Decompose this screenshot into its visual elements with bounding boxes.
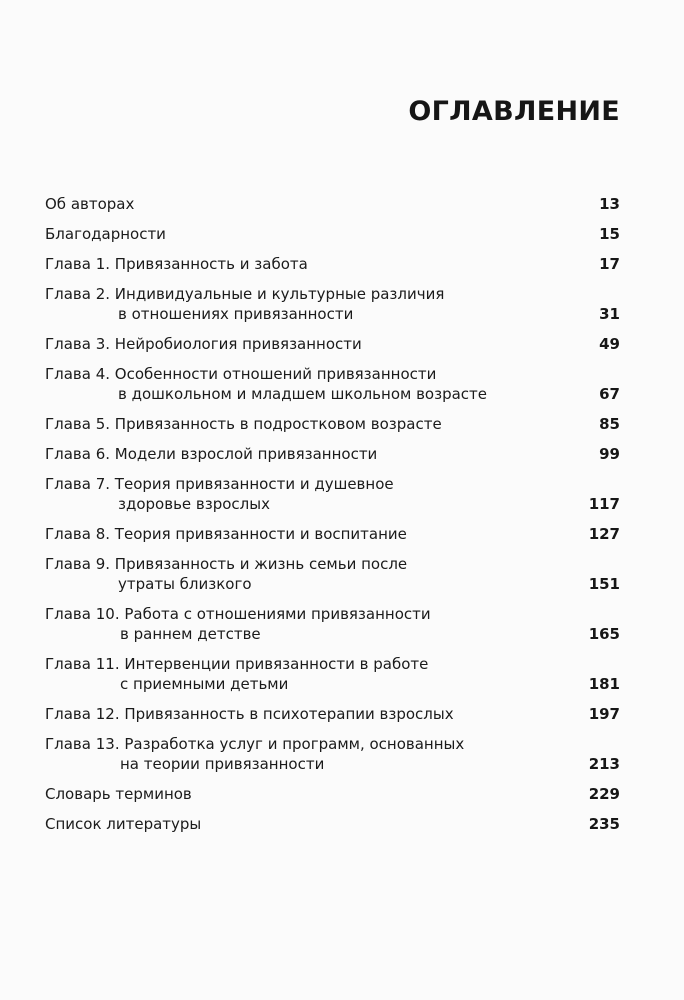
toc-entry-title: Глава 5. Привязанность в подростковом возрасте	[45, 415, 442, 433]
toc-entry-chapter-11	[45, 654, 620, 694]
toc-entry-title: Глава 4. Особенности отношений привязанности	[45, 365, 437, 383]
toc-entry-chapter-9	[45, 554, 620, 594]
toc-page-number: 235	[588, 815, 620, 833]
toc-entry-title: Глава 3. Нейробиология привязанности	[45, 335, 362, 353]
toc-entry-title-continuation: в отношениях привязанности	[118, 305, 354, 323]
toc-entry-title-continuation: утраты близкого	[118, 575, 252, 593]
toc-entry-title: Глава 9. Привязанность и жизнь семьи после	[45, 555, 408, 573]
toc-entry-title: Глава 8. Теория привязанности и воспитание	[45, 525, 407, 543]
toc-entry-title: Глава 13. Разработка услуг и программ, основанных	[45, 735, 465, 753]
toc-entry-title: Глава 11. Интервенции привязанности в работе	[45, 655, 429, 673]
toc-page-number: 151	[588, 575, 620, 593]
toc-page-number: 13	[599, 195, 620, 213]
toc-entry-title: Глава 7. Теория привязанности и душевное	[45, 475, 394, 493]
toc-page-number: 67	[599, 385, 620, 403]
toc-entry-chapter-2	[45, 284, 620, 324]
toc-entry-chapter-7	[45, 474, 620, 514]
toc-entry-title-continuation: в раннем детстве	[120, 625, 261, 643]
toc-entry-title: Благодарности	[45, 225, 166, 243]
toc-page-number: 49	[599, 335, 620, 353]
toc-page-number: 213	[588, 755, 620, 773]
toc-page-number: 17	[599, 255, 620, 273]
table-of-contents	[45, 194, 620, 844]
toc-page-number: 165	[588, 625, 620, 643]
toc-entry-title: Словарь терминов	[45, 785, 192, 803]
toc-entry-title-continuation: здоровье взрослых	[118, 495, 270, 513]
toc-entry-chapter-1	[45, 254, 620, 274]
toc-entry-title: Глава 6. Модели взрослой привязанности	[45, 445, 378, 463]
toc-entry-acknowledgements	[45, 224, 620, 244]
toc-entry-title-continuation: в дошкольном и младшем школьном возрасте	[118, 385, 488, 403]
toc-page-number: 117	[588, 495, 620, 513]
page-title: ОГЛАВЛЕНИЕ	[408, 96, 620, 127]
toc-entry-chapter-5	[45, 414, 620, 434]
toc-entry-title: Об авторах	[45, 195, 135, 213]
toc-entry-title: Глава 1. Привязанность и забота	[45, 255, 308, 273]
toc-page-number: 127	[588, 525, 620, 543]
toc-entry-glossary	[45, 784, 620, 804]
toc-page-number: 85	[599, 415, 620, 433]
toc-page-number: 15	[599, 225, 620, 243]
toc-entry-bibliography	[45, 814, 620, 834]
toc-entry-chapter-4	[45, 364, 620, 404]
toc-entry-about-authors	[45, 194, 620, 214]
toc-entry-chapter-3	[45, 334, 620, 354]
toc-entry-chapter-13	[45, 734, 620, 774]
toc-entry-title-continuation: с приемными детьми	[120, 675, 289, 693]
toc-entry-title: Глава 12. Привязанность в психотерапии взрослых	[45, 705, 454, 723]
toc-entry-chapter-6	[45, 444, 620, 464]
toc-page-number: 229	[588, 785, 620, 803]
toc-entry-title: Глава 10. Работа с отношениями привязанности	[45, 605, 431, 623]
toc-page-number: 99	[599, 445, 620, 463]
toc-entry-title-continuation: на теории привязанности	[120, 755, 325, 773]
toc-entry-chapter-10	[45, 604, 620, 644]
toc-page-number: 197	[588, 705, 620, 723]
toc-entry-title: Список литературы	[45, 815, 202, 833]
toc-page-number: 31	[599, 305, 620, 323]
toc-entry-chapter-12	[45, 704, 620, 724]
toc-page-number: 181	[588, 675, 620, 693]
toc-entry-title: Глава 2. Индивидуальные и культурные различия	[45, 285, 445, 303]
toc-entry-chapter-8	[45, 524, 620, 544]
